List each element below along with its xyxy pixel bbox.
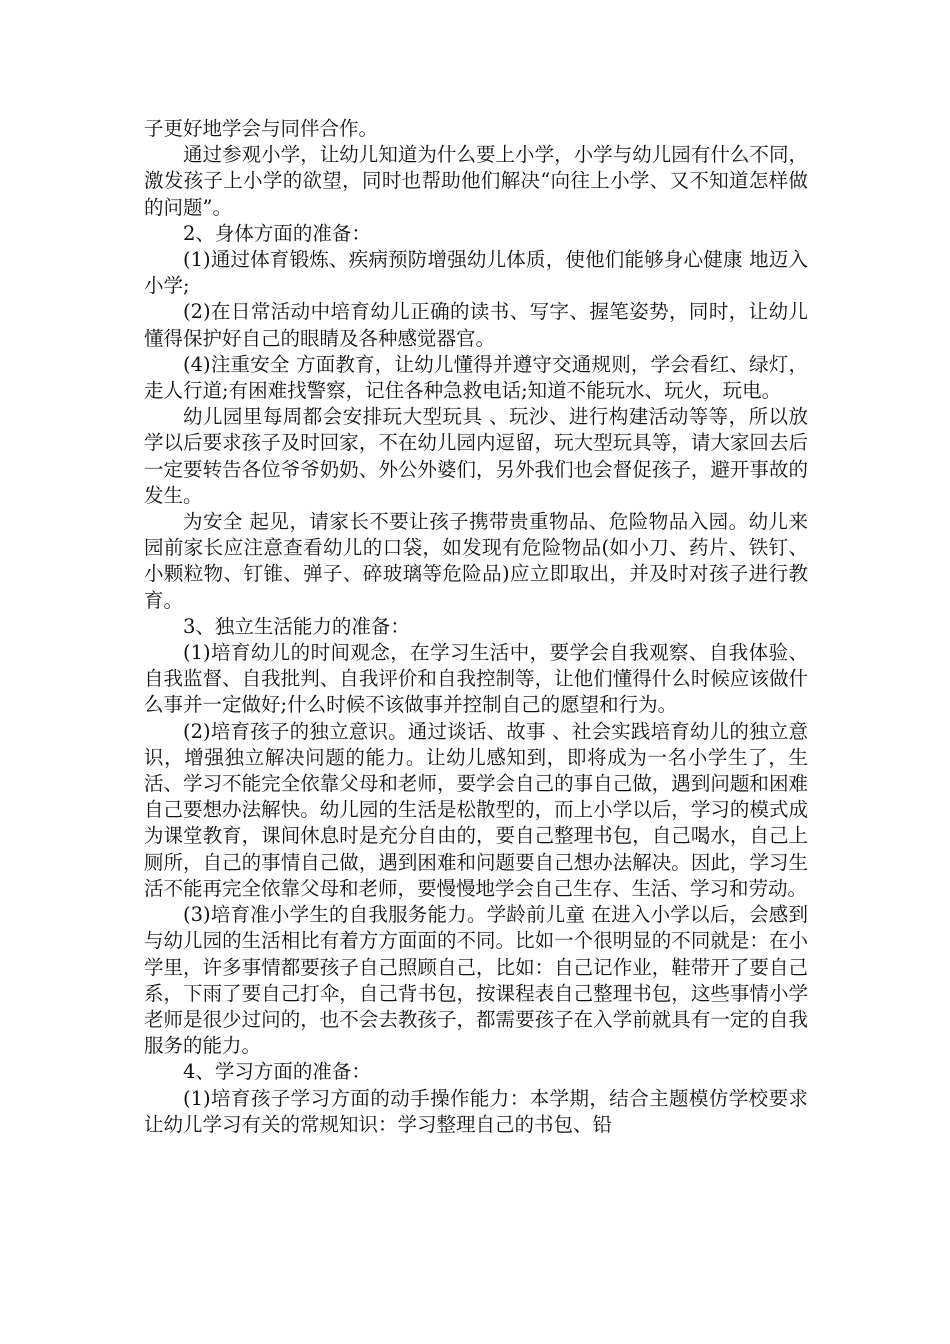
paragraph: 通过参观小学，让幼儿知道为什么要上小学，小学与幼儿园有什么不同，激发孩子上小学的欲望，同时也帮助他们解决“向往上小学、又不知道怎样做的问题”。 [144,143,808,219]
paragraph: (3)培育准小学生的自我服务能力。学龄前儿童 在进入小学以后，会感到与幼儿园的生活相比有着方方面面的不同。比如一个很明显的不同就是：在小学里，许多事情都要孩子自己照顾自己，比如：自己记作业，鞋带开了要自己系，下雨了要自己打伞，自己背书包，按课程表自己整理书包，这些事情小学老师是很少过问的，也不会去教孩子，都需要孩子在入学前就具有一定的自我服务的能力。 [144,903,808,1058]
section-heading: 3、独立生活能力的准备： [183,614,410,638]
paragraph: 子更好地学会与同伴合作。 [144,117,379,140]
document-body [144,116,808,1138]
paragraph: (4)注重安全 方面教育，让幼儿懂得并遵守交通规则，学会看红、绿灯，走人行道;有困难找警察，记住各种急救电话;知道不能玩水、玩火，玩电。 [144,352,808,403]
paragraph: 为安全 起见，请家长不要让孩子携带贵重物品、危险物品入园。幼儿来园前家长应注意查看幼儿的口袋，如发现有危险物品(如小刀、药片、铁钉、小颗粒物、钉锥、弹子、碎玻璃等危险品)应立即取出，并及时对孩子进行教育。 [144,510,808,612]
paragraph: (1)培育幼儿的时间观念，在学习生活中，要学会自我观察、自我体验、自我监督、自我批判、自我评价和自我控制等，让他们懂得什么时候应该做什么事并一定做好;什么时候不该做事并控制自己的愿望和行为。 [144,641,808,717]
paragraph: (1)培育孩子学习方面的动手操作能力：本学期，结合主题模仿学校要求让幼儿学习有关的常规知识：学习整理自己的书包、铅 [144,1086,808,1136]
paragraph: 幼儿园里每周都会安排玩大型玩具 、玩沙、进行构建活动等等，所以放学以后要求孩子及时回家，不在幼儿园内逗留，玩大型玩具等，请大家回去后一定要转告各位爷爷奶奶、外公外婆们，另外我们也会督促孩子，避开事故的发生。 [144,405,808,507]
paragraph: (2)培育孩子的独立意识。通过谈话、故事 、社会实践培育幼儿的独立意识，增强独立解决问题的能力。让幼儿感知到，即将成为一名小学生了，生活、学习不能完全依靠父母和老师，要学会自己的事自己做，遇到问题和困难自己要想办法解快。幼儿园的生活是松散型的，而上小学以后，学习的模式成为课堂教育，课间休息时是充分自由的，要自己整理书包，自己喝水，自己上厕所，自己的事情自己做，遇到困难和问题要自己想办法解决。因此，学习生活不能再完全依靠父母和老师，要慢慢地学会自己生存、生活、学习和劳动。 [144,719,808,900]
paragraph: (1)通过体育锻炼、疾病预防增强幼儿体质，使他们能够身心健康 地迈入小学; [144,248,808,298]
section-heading: 4、学习方面的准备： [183,1060,371,1084]
paragraph: (2)在日常活动中培育幼儿正确的读书、写字、握笔姿势，同时，让幼儿懂得保护好自己的眼睛及各种感觉器官。 [144,300,808,350]
section-heading: 2、身体方面的准备： [183,221,371,245]
